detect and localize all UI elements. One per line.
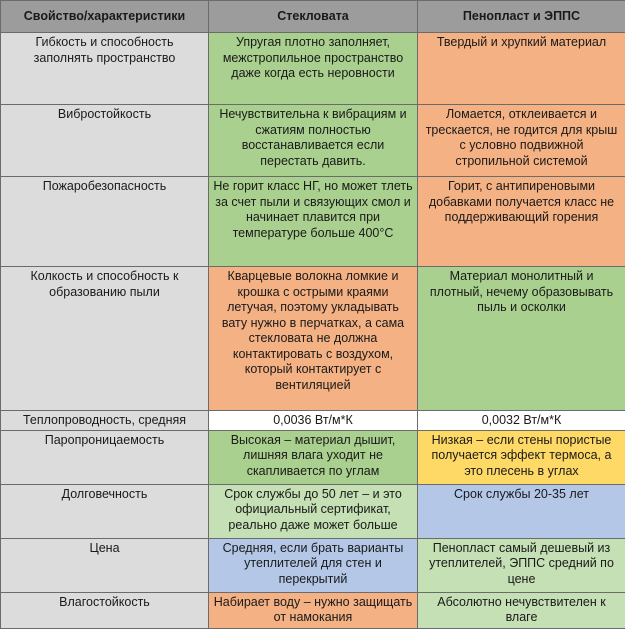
- property-cell: Цена: [1, 538, 209, 592]
- table-row: [1, 430, 625, 484]
- property-cell: Паропроницаемость: [1, 430, 209, 484]
- foam-cell: Низкая – если стены пористые получается эффект термоса, а это плесень в углах: [418, 430, 625, 484]
- glass-wool-cell: Нечувствительна к вибрациям и сжатиям полностью восстанавливается если перестать давить.: [209, 105, 418, 177]
- glass-wool-cell: Набирает воду – нужно защищать от намокания: [209, 592, 418, 628]
- property-cell: Долговечность: [1, 484, 209, 538]
- glass-wool-cell: Упругая плотно заполняет, межстропильное пространство даже когда есть неровности: [209, 33, 418, 105]
- table-row: [1, 33, 625, 105]
- foam-cell: Срок службы 20-35 лет: [418, 484, 625, 538]
- glass-wool-cell: Кварцевые волокна ломкие и крошка с острыми краями летучая, поэтому укладывать вату нужно в перчатках, а сама стекловата не должна контактировать с воздухом, который контактирует с вентиляцией: [209, 267, 418, 411]
- table-row: [1, 484, 625, 538]
- table-row: [1, 177, 625, 267]
- property-cell: Гибкость и способность заполнять пространство: [1, 33, 209, 105]
- property-cell: Теплопроводность, средняя: [1, 411, 209, 431]
- table-row: [1, 411, 625, 431]
- header-property: Свойство/характеристики: [1, 1, 209, 33]
- table-row: [1, 267, 625, 411]
- glass-wool-cell: Средняя, если брать варианты утеплителей для стен и перекрытий: [209, 538, 418, 592]
- table-row: [1, 105, 625, 177]
- header-foam: Пенопласт и ЭППС: [418, 1, 625, 33]
- property-cell: Влагостойкость: [1, 592, 209, 628]
- header-glass-wool: Стекловата: [209, 1, 418, 33]
- foam-cell: Твердый и хрупкий материал: [418, 33, 625, 105]
- foam-cell: Пенопласт самый дешевый из утеплителей, ЭППС средний по цене: [418, 538, 625, 592]
- foam-cell: Ломается, отклеивается и трескается, не годится для крыш с условно подвижной стропильной системой: [418, 105, 625, 177]
- foam-cell: Абсолютно нечувствителен к влаге: [418, 592, 625, 628]
- glass-wool-cell: Не горит класс НГ, но может тлеть за счет пыли и связующих смол и начинает плавится при температуре больше 400°С: [209, 177, 418, 267]
- glass-wool-cell: 0,0036 Вт/м*К: [209, 411, 418, 431]
- table-row: [1, 538, 625, 592]
- glass-wool-cell: Срок службы до 50 лет – и это официальный сертификат, реально даже может больше: [209, 484, 418, 538]
- property-cell: Колкость и способность к образованию пыли: [1, 267, 209, 411]
- table-row: [1, 592, 625, 628]
- foam-cell: Горит, с антипиреновыми добавками получается класс не поддерживающий горения: [418, 177, 625, 267]
- header-row: [1, 1, 625, 33]
- foam-cell: 0,0032 Вт/м*К: [418, 411, 625, 431]
- property-cell: Вибростойкость: [1, 105, 209, 177]
- glass-wool-cell: Высокая – материал дышит, лишняя влага уходит не скапливается по углам: [209, 430, 418, 484]
- foam-cell: Материал монолитный и плотный, нечему образовывать пыль и осколки: [418, 267, 625, 411]
- property-cell: Пожаробезопасность: [1, 177, 209, 267]
